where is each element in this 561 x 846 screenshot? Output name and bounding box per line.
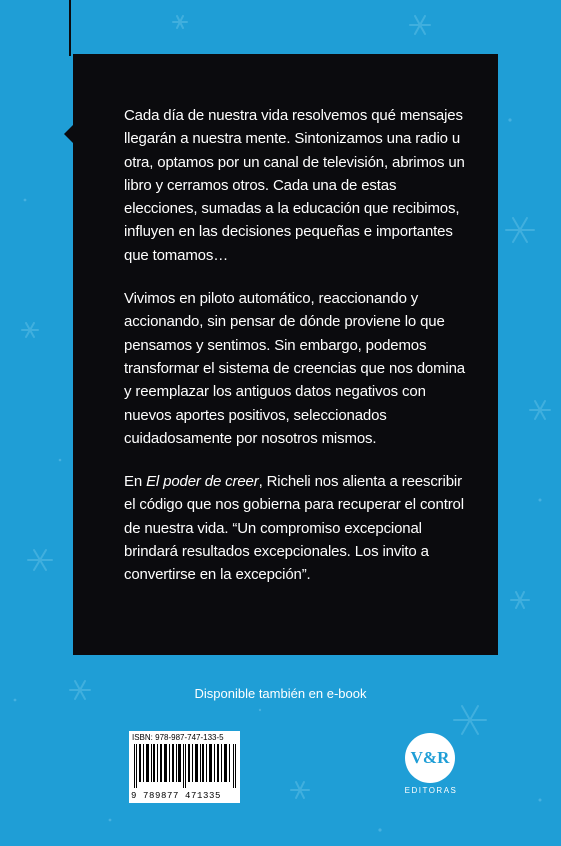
synopsis-text xyxy=(124,104,469,607)
barcode-digits: 9 789877 471335 xyxy=(131,791,222,801)
publisher-name: EDITORAS xyxy=(404,786,458,795)
publisher-logo-badge xyxy=(405,733,455,783)
panel-pointer xyxy=(64,124,74,144)
publisher-logo-text: V&R xyxy=(410,748,450,767)
synopsis-paragraph-2: Vivimos en piloto automático, reaccionando y accionando, sin pensar de dónde proviene lo que pensamos y sentimos. Sin embargo, podemos transformar el sistema de creencias que nos domina y reemplazar los antiguos datos negativos con nuevos aportes positivos, seleccionados cuidadosamente por nosotros mismos. xyxy=(124,290,466,447)
synopsis-paragraph-3 xyxy=(124,470,469,586)
synopsis-paragraph-1: Cada día de nuestra vida resolvemos qué mensajes llegarán a nuestra mente. Sintonizamos una radio u otra, optamos por un canal de televisión, abrimos un libro y cerramos otros. Cada una de estas elecciones, sumadas a la educación que recibimos, influyen en las decisiones pequeñas e importantes que tomamos… xyxy=(124,107,465,264)
paragraph-3-body: , Richeli nos alienta a reescribir el código que nos gobierna para recuperar el control de nuestra vida. “Un compromiso excepcional brindará resultados excepcionales. Los invito a convertirse en la excepción”. xyxy=(124,473,464,584)
spine-rule-line xyxy=(69,0,71,56)
paragraph-3-prefix: En xyxy=(124,473,147,491)
ebook-availability-note: Disponible también en e-book xyxy=(194,686,367,701)
isbn-label: ISBN: 978-987-747-133-5 xyxy=(132,733,224,742)
book-title: El poder de creer xyxy=(146,473,259,491)
publisher-logo xyxy=(400,733,462,799)
barcode-bars xyxy=(134,744,236,788)
barcode xyxy=(129,731,240,803)
